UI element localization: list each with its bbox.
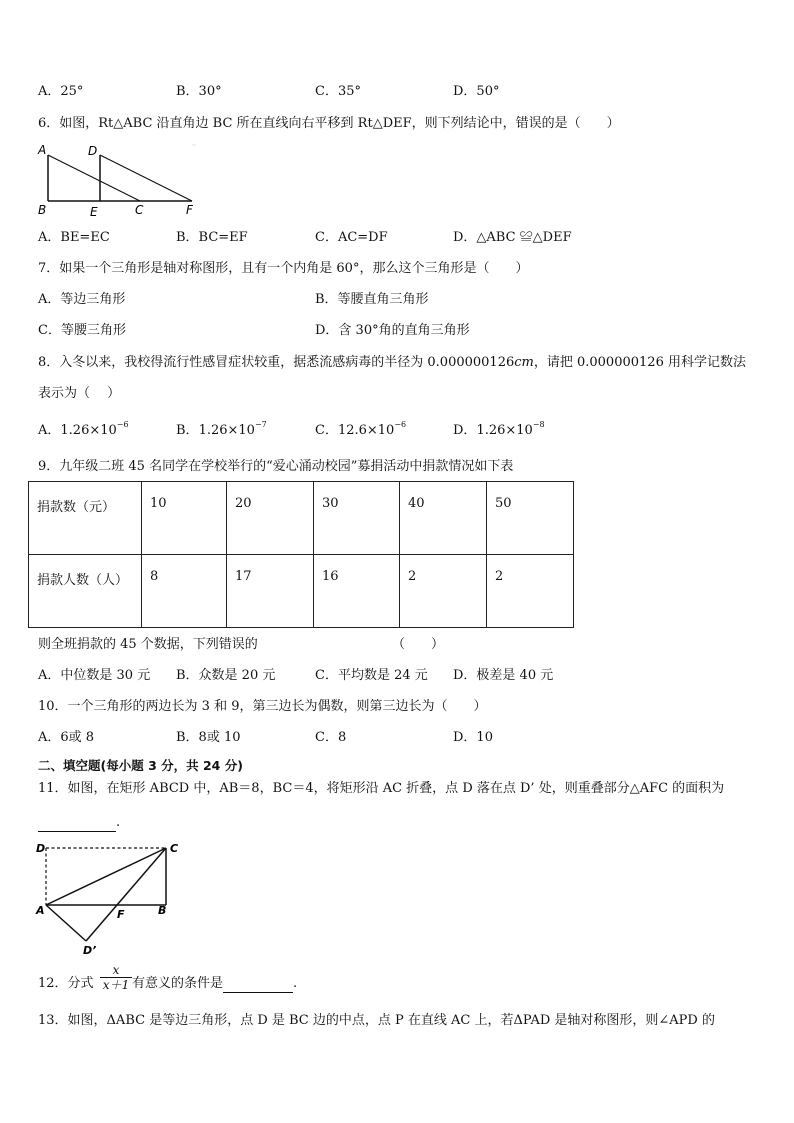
- q6-option-c: C．AC=DF: [315, 230, 388, 245]
- q9-stem-line2: 则全班捐款的 45 个数据，下列错误的: [38, 637, 258, 652]
- q11-label-c: C: [170, 842, 179, 855]
- q9-stem: 9．九年级二班 45 名同学在学校举行的“爱心涌动校园”募捐活动中捐款情况如下表: [38, 459, 514, 474]
- q11-label-a: A: [36, 904, 45, 917]
- q12-numerator: x: [112, 963, 120, 977]
- q7-option-d: D．含 30°角的直角三角形: [315, 323, 470, 338]
- q11-label-d: D: [36, 842, 46, 855]
- q13-stem: 13．如图，ΔABC 是等边三角形，点 D 是 BC 边的中点，点 P 在直线 AC 上，若ΔPAD 是轴对称图形，则∠APD 的: [38, 1013, 715, 1028]
- q8-stem-tail: ，请把 0.000000126 用科学记数法: [533, 355, 746, 370]
- q7-option-c: C．等腰三角形: [38, 323, 126, 338]
- q11-label-dprime: D’: [83, 944, 97, 957]
- table-cell: 捐款数（元）: [29, 482, 142, 555]
- q8-unit: cm: [514, 355, 534, 370]
- q5-option-b: B．30°: [176, 84, 222, 99]
- q8-option-a: A．$1.26\times 10^{-6}$: [38, 420, 129, 438]
- q9-option-b: B．众数是 20 元: [176, 668, 276, 683]
- q12-blank: [223, 978, 293, 993]
- q12-denominator: x＋1: [100, 977, 132, 993]
- q10-option-b: B．8或 10: [176, 730, 241, 745]
- q7-stem: 7．如果一个三角形是轴对称图形，且有一个内角是 60°，那么这个三角形是（ ）: [38, 261, 529, 276]
- q7-option-b: B．等腰直角三角形: [315, 292, 429, 307]
- table-cell: 40: [400, 482, 487, 555]
- q5-option-d: D．50°: [453, 84, 500, 99]
- q11-blank: [38, 817, 116, 832]
- table-row: [29, 482, 574, 555]
- table-cell: 2: [400, 555, 487, 628]
- q12-prefix: 12．分式: [38, 976, 94, 991]
- q8-option-c: C．$12.6\times 10^{-6}$: [315, 420, 407, 438]
- table-cell: 16: [314, 555, 400, 628]
- q8-option-d: D．$1.26\times 10^{-8}$: [453, 420, 545, 438]
- q6-stem: 6．如图，Rt△ABC 沿直角边 BC 所在直线向右平移到 Rt△DEF，则下列结论中，错误的是（ ）: [38, 116, 620, 131]
- q6-label-c: C: [135, 203, 144, 217]
- q8-stem-line2: 表示为（ ）: [38, 386, 121, 401]
- q10-option-c: C．8: [315, 730, 347, 745]
- q8-stem-text: 8．入冬以来，我校得流行性感冒症状较重，据悉流感病毒的半径为 0.000000126: [38, 355, 515, 370]
- q8-stem: [38, 354, 746, 372]
- table-cell: 捐款人数（人）: [29, 555, 142, 628]
- q8-option-b: B．$1.26\times 10^{-7}$: [176, 420, 267, 438]
- table-cell: 8: [142, 555, 227, 628]
- q11-figure: [30, 836, 190, 960]
- q9-option-d: D．极差是 40 元: [453, 668, 554, 683]
- table-cell: 50: [487, 482, 574, 555]
- q6-label-e: E: [90, 205, 98, 219]
- q9-option-a: A．中位数是 30 元: [38, 668, 151, 683]
- table-row: [29, 555, 574, 628]
- q6-label-a: A: [38, 143, 47, 157]
- section-heading: 二、填空题(每小题 3 分，共 24 分): [38, 758, 243, 773]
- table-cell: 2: [487, 555, 574, 628]
- q10-stem: 10．一个三角形的两边长为 3 和 9，第三边长为偶数，则第三边长为（ ）: [38, 699, 487, 714]
- q11-stem: 11．如图，在矩形 ABCD 中，AB＝8，BC＝4，将矩形沿 AC 折叠，点 D 落在点 D’ 处，则重叠部分△AFC 的面积为: [38, 781, 725, 796]
- q6-label-b: B: [38, 203, 47, 217]
- q12-suffix-line: 有意义的条件是 .: [132, 976, 298, 991]
- q12-fraction: [100, 963, 132, 993]
- q5-option-a: A．25°: [38, 84, 84, 99]
- table-cell: 20: [227, 482, 314, 555]
- q9-option-c: C．平均数是 24 元: [315, 668, 428, 683]
- table-cell: 10: [142, 482, 227, 555]
- q6-option-b: B．BC=EF: [176, 230, 248, 245]
- q7-option-a: A．等边三角形: [38, 292, 126, 307]
- q5-option-c: C．35°: [315, 84, 361, 99]
- q6-figure: [34, 140, 204, 220]
- q10-option-a: A．6或 8: [38, 730, 95, 745]
- table-cell: 17: [227, 555, 314, 628]
- q6-label-d: D: [88, 144, 98, 158]
- q6-label-f: F: [186, 203, 193, 217]
- q6-option-a: A．BE=EC: [38, 230, 110, 245]
- q11-answer-line: .: [38, 814, 120, 832]
- q9-paren: （ ）: [392, 637, 445, 652]
- q6-option-d: D．△ABC ≌△DEF: [453, 230, 572, 245]
- q10-option-d: D．10: [453, 730, 493, 745]
- q11-label-b: B: [158, 904, 167, 917]
- q11-label-f: F: [117, 908, 125, 921]
- table-cell: 30: [314, 482, 400, 555]
- q9-donation-table: [28, 481, 574, 628]
